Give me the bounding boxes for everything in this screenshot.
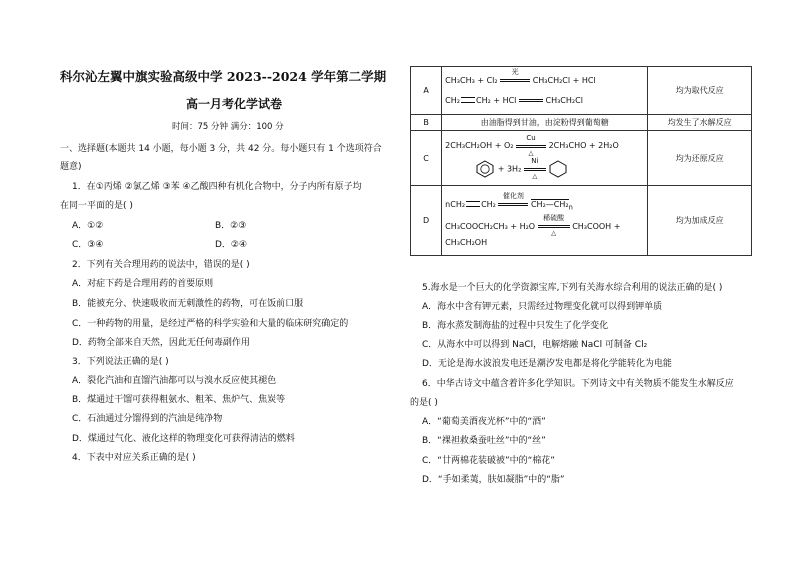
q2-option-b: B．能被充分、快速吸收而无刺激性的药物，可在饭前口服: [72, 299, 304, 309]
q1-option-a: A．①②: [72, 221, 104, 231]
q1-option-b: B．②③: [215, 221, 247, 231]
q6-stem-line1: 6．中华古诗文中蕴含着许多化学知识。下列诗文中有关物质不能发生水解反应: [422, 379, 734, 389]
cyclohexane-ring-icon: [548, 160, 568, 178]
equation-text: 2CH₃CHO + 2H₂O: [548, 141, 619, 150]
arrow-heat: △: [532, 172, 538, 180]
reaction-table: [410, 66, 752, 256]
q3-option-b: B．煤通过干馏可获得粗氨水、粗苯、焦炉气、焦炭等: [72, 395, 286, 405]
q5-option-c: C．从海水中可以得到 NaCl，电解熔融 NaCl 可制备 Cl₂: [422, 340, 648, 350]
arrow-heat: △: [551, 229, 557, 237]
q6-option-a: A．“葡萄美酒夜光杯”中的“酒”: [422, 417, 546, 427]
q3-stem: 3．下列说法正确的是( ): [72, 357, 169, 367]
arrow-heat: △: [528, 148, 534, 157]
polymer-n: n: [568, 203, 573, 212]
row-result: 均为取代反应: [648, 67, 752, 115]
row-label: B: [411, 115, 442, 131]
equation-text: 2CH₃CH₂OH + O₂: [445, 141, 514, 150]
row-label: D: [411, 186, 442, 256]
q5-option-d: D．无论是海水波浪发电还是潮汐发电都是将化学能转化为电能: [422, 359, 672, 369]
arrow-condition: Ni: [531, 157, 539, 165]
arrow-condition: 光: [511, 68, 519, 76]
table-row: [411, 115, 752, 131]
q5-option-b: B．海水蒸发制海盐的过程中只发生了化学变化: [422, 321, 609, 331]
q5-stem: 5.海水是一个巨大的化学资源宝库,下列有关海水综合利用的说法正确的是( ): [422, 283, 723, 293]
row-text: 由油脂得到甘油，由淀粉得到葡萄糖: [442, 115, 648, 131]
q1-stem-line2: 在同一平面的是( ): [60, 201, 133, 211]
arrow-condition: 催化剂: [502, 192, 524, 200]
arrow-condition: Cu: [526, 133, 536, 142]
equation-text: CH₃COOCH₂CH₃ + H₂O: [445, 221, 536, 231]
reaction-arrow: [500, 68, 530, 84]
row-equations: [442, 67, 648, 115]
q2-stem: 2．下列有关合理用药的说法中，错误的是( ): [72, 260, 250, 270]
q5-option-a: A．海水中含有钾元素，只需经过物理变化就可以得到钾单质: [422, 302, 663, 312]
q3-option-c: C．石油通过分馏得到的汽油是纯净物: [72, 414, 223, 424]
table-row: [411, 131, 752, 186]
q1-option-d: D．②④: [215, 240, 248, 250]
q1-option-c: C．③④: [72, 240, 104, 250]
equation-text: CH₃CH₂Cl + HCl: [532, 75, 596, 85]
q3-option-d: D．煤通过气化、液化这样的物理变化可获得清洁的燃料: [72, 434, 295, 444]
section-intro-line1: 一、选择题(本题共 14 小题，每小题 3 分，共 42 分。每小题只有 1 个选项符合: [60, 144, 382, 154]
q6-option-c: C．“廿两棉花装破被”中的“棉花”: [422, 456, 555, 466]
equation-text: CH₃CH₃ + Cl₂: [445, 75, 498, 85]
equation-text: CH₂: [481, 199, 496, 209]
row-label: A: [411, 67, 442, 115]
reversible-arrow: [538, 214, 570, 237]
equation-text: nCH₂: [445, 199, 466, 209]
row-result: 均为还原反应: [648, 131, 752, 186]
reaction-arrow: [524, 157, 546, 180]
reaction-arrow: [516, 133, 546, 157]
q2-option-a: A．对症下药是合理用药的首要原则: [72, 279, 214, 289]
section-intro-line2: 题意): [60, 162, 82, 172]
q2-option-d: D．药物全部来自天然，因此无任何毒副作用: [72, 338, 250, 348]
equation-text: + 3H₂: [497, 164, 522, 174]
double-bond: [461, 97, 475, 103]
row-equations: [442, 131, 648, 186]
equation-text: CH₃CH₂Cl: [545, 95, 583, 105]
equation-text: CH₃CH₂OH: [445, 237, 488, 247]
table-row: [411, 67, 752, 115]
equation-text: CH₂—CH₂: [530, 199, 569, 209]
benzene-ring-icon: [475, 160, 495, 178]
q6-option-b: B．“裸袒救桑蚕吐丝”中的“丝”: [422, 436, 546, 446]
q6-option-d: D．“手如柔荑，肤如凝脂”中的“脂”: [422, 475, 565, 485]
q1-stem-line1: 1．在①丙烯 ②氯乙烯 ③苯 ④乙酸四种有机化合物中，分子内所有原子均: [72, 182, 362, 192]
equation-text: CH₂ + HCl: [475, 95, 517, 105]
row-label: C: [411, 131, 442, 186]
row-equations: [442, 186, 648, 256]
reaction-arrow: [519, 96, 543, 104]
equation-text: CH₂: [445, 95, 460, 105]
row-result: 均发生了水解反应: [648, 115, 752, 131]
q3-option-a: A．裂化汽油和直馏汽油都可以与溴水反应使其褪色: [72, 376, 277, 386]
exam-title: 科尔沁左翼中旗实验高级中学 2023--2024 学年第二学期: [60, 69, 387, 84]
q6-stem-line2: 的是( ): [410, 398, 438, 408]
arrow-condition: 稀硫酸: [543, 214, 565, 222]
row-result: 均为加成反应: [648, 186, 752, 256]
q4-stem: 4．下表中对应关系正确的是( ): [72, 453, 196, 463]
q2-option-c: C．一种药物的用量，是经过严格的科学实验和大量的临床研究确定的: [72, 319, 349, 329]
table-row: [411, 186, 752, 256]
equation-text: CH₃COOH +: [572, 221, 621, 231]
exam-subtitle: 高一月考化学试卷: [186, 97, 283, 111]
reaction-arrow: [498, 192, 528, 208]
exam-meta: 时间：75 分钟 满分：100 分: [172, 122, 284, 132]
double-bond: [466, 201, 480, 207]
